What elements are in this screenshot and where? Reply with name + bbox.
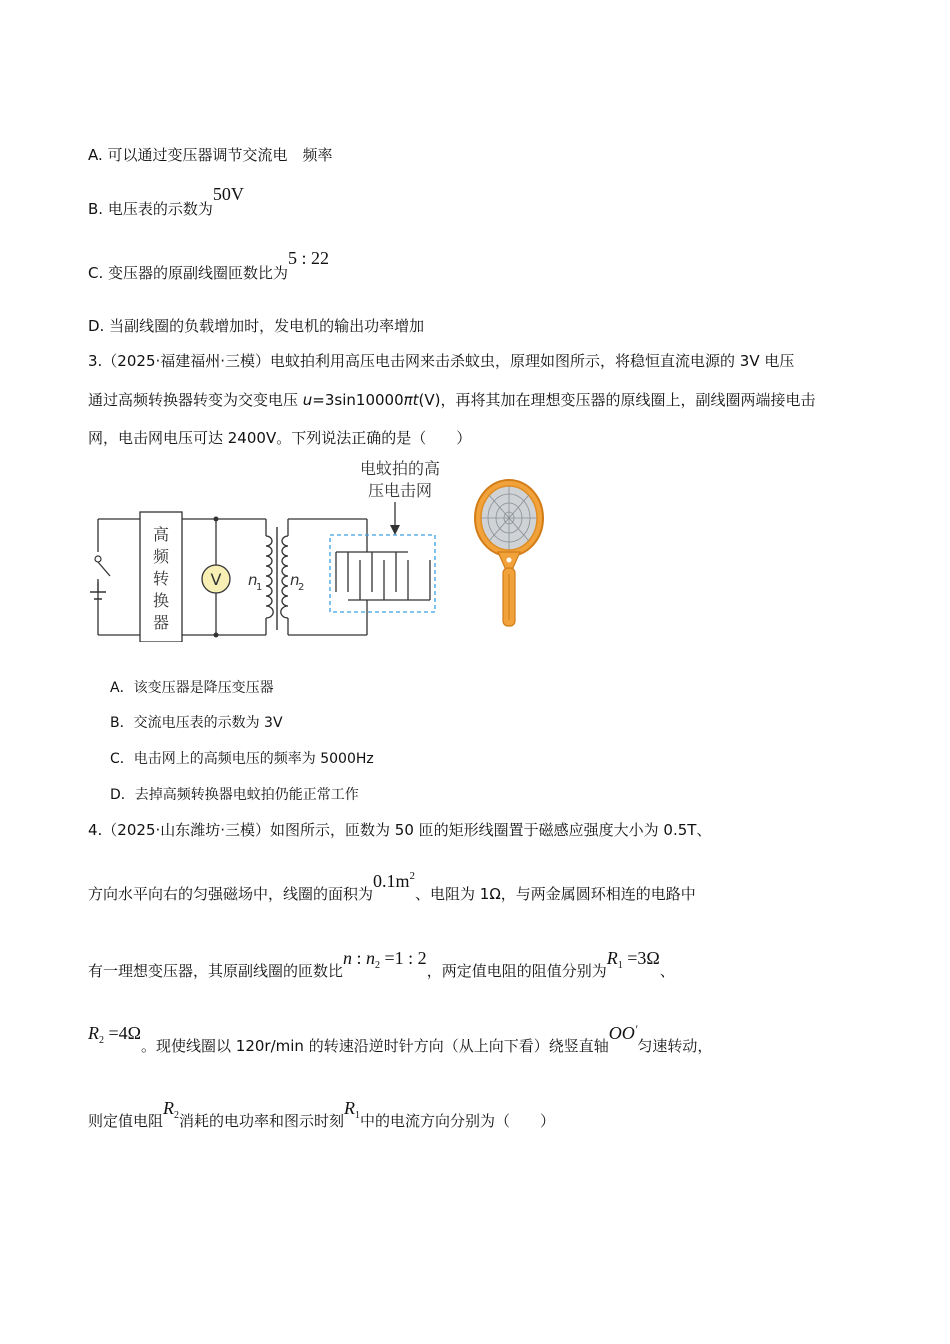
n2-subscript: 2 (298, 582, 305, 593)
q4-line5-r1-sub: 1 (355, 1110, 361, 1121)
n1-label: n (248, 571, 258, 589)
q3-option-a: A．该变压器是降压变压器 (110, 680, 274, 696)
q4-area-sup: 2 (409, 870, 416, 882)
q4-line3-a: 有一理想变压器，其原副线圈的匝数比 (88, 962, 344, 980)
converter-char-5: 器 (152, 613, 170, 632)
q3-option-c: C．电击网上的高频电压的频率为 5000Hz (110, 751, 374, 767)
q4-r1-math (606, 948, 660, 971)
q4-ratio-sub: 2 (375, 960, 381, 971)
q4-line5-r2-sub: 2 (174, 1110, 180, 1121)
q4-ratio-math (343, 948, 427, 971)
q4-line2-b: 、电阻为 1Ω，与两金属圆环相连的电路中 (415, 885, 696, 903)
converter-char-2: 频 (152, 547, 170, 566)
grid-caption-line2: 压电击网 (367, 481, 433, 500)
q3-line3: 网，电击网电压可达 2400V。下列说法正确的是（ ） (88, 429, 472, 447)
switch-pivot (95, 556, 101, 562)
q4-ratio-n2: n (366, 948, 376, 968)
q4-line3-c: 、 (659, 962, 675, 980)
q4-r1: R (606, 948, 618, 968)
option-c-math: 5 : 22 (288, 248, 330, 268)
q4-r1-val: =3Ω (622, 948, 660, 968)
q4-line5-r2: R (163, 1098, 175, 1118)
n1-subscript: 1 (256, 582, 263, 593)
q4-line3-b: ，两定值电阻的阻值分别为 (426, 962, 607, 980)
grid-caption-line1: 电蚊拍的高 (359, 459, 441, 478)
option-b (88, 184, 244, 219)
q4-line1: 4.（2025·山东潍坊·三模）如图所示，匝数为 50 匝的矩形线圈置于磁感应强度大小为 0.5T、 (88, 821, 712, 839)
q4-r2-sub: 2 (99, 1035, 104, 1046)
q3-line2 (88, 389, 816, 410)
q4-area-math (373, 871, 415, 891)
q3-option-d: D．去掉高频转换器电蚊拍仍能正常工作 (110, 787, 359, 803)
q3-pi: π (403, 391, 413, 409)
q4-ratio-colon: : (352, 948, 367, 968)
option-b-math: 50V (212, 184, 244, 204)
option-c (88, 248, 330, 283)
primary-coil (266, 536, 273, 618)
option-a: A. 可以通过变压器调节交流电 频率 (88, 146, 333, 164)
option-b-text: B. 电压表的示数为 (88, 200, 213, 218)
q3-var-t: t (412, 391, 419, 409)
option-d: D. 当副线圈的负载增加时，发电机的输出功率增加 (88, 317, 425, 335)
q4-line2-a: 方向水平向右的匀强磁场中，线圈的面积为 (88, 885, 374, 903)
q3-line2-c: (V)，再将其加在理想变压器的原线圈上，副线圈两端接电击 (418, 391, 816, 409)
converter-char-1: 高 (152, 525, 170, 544)
q3-line2-a: 通过高频转换器转变为交变电压 (88, 391, 303, 409)
q4-r2-math (88, 1023, 142, 1046)
q4-line5-a: 则定值电阻 (88, 1112, 164, 1130)
converter-char-3: 转 (152, 569, 170, 588)
q3-line1: 3.（2025·福建福州·三模）电蚊拍利用高压电击网来击杀蚊虫，原理如图所示，将稳恒直流电源的 3V 电压 (88, 352, 795, 370)
q3-option-b: B．交流电压表的示数为 3V (110, 715, 283, 731)
secondary-coil (281, 536, 288, 618)
q4-r1-sub: 1 (617, 960, 623, 971)
n2-label: n (290, 571, 300, 589)
q4-r2-val: =4Ω (104, 1023, 142, 1043)
q4-line4-b: 匀速转动， (637, 1037, 713, 1055)
q4-axis-prime: ′ (634, 1022, 638, 1036)
q4-r2: R (88, 1023, 99, 1043)
q4-line5-r2-math (163, 1098, 180, 1121)
option-c-text: C. 变压器的原副线圈匝数比为 (88, 264, 289, 282)
q4-line5 (88, 1098, 556, 1131)
q3-var-u: u (302, 391, 313, 409)
circuit-diagram (90, 452, 450, 642)
q4-line5-r1: R (344, 1098, 356, 1118)
q4-line4-a: 。现使线圈以 120r/min 的转速沿逆时针方向（从上向下看）绕竖直轴 (141, 1037, 609, 1055)
q4-line5-c: 中的电流方向分别为（ ） (360, 1112, 556, 1130)
arrow-head-icon (390, 525, 400, 535)
mosquito-racket-image (468, 478, 550, 630)
q4-area-value: 0.1m (373, 871, 410, 891)
converter-char-4: 换 (152, 591, 170, 610)
q4-axis: OO (608, 1023, 635, 1043)
q3-line2-b: =3sin10000 (312, 391, 404, 409)
q4-line2 (88, 870, 696, 904)
q4-ratio-n: n (343, 948, 353, 968)
q4-line5-b: 消耗的电功率和图示时刻 (179, 1112, 345, 1130)
voltmeter-label: V (210, 570, 222, 589)
q4-line5-r1-math (344, 1098, 361, 1121)
q4-axis-math (609, 1023, 638, 1043)
q4-ratio-val: =1 : 2 (380, 948, 427, 968)
